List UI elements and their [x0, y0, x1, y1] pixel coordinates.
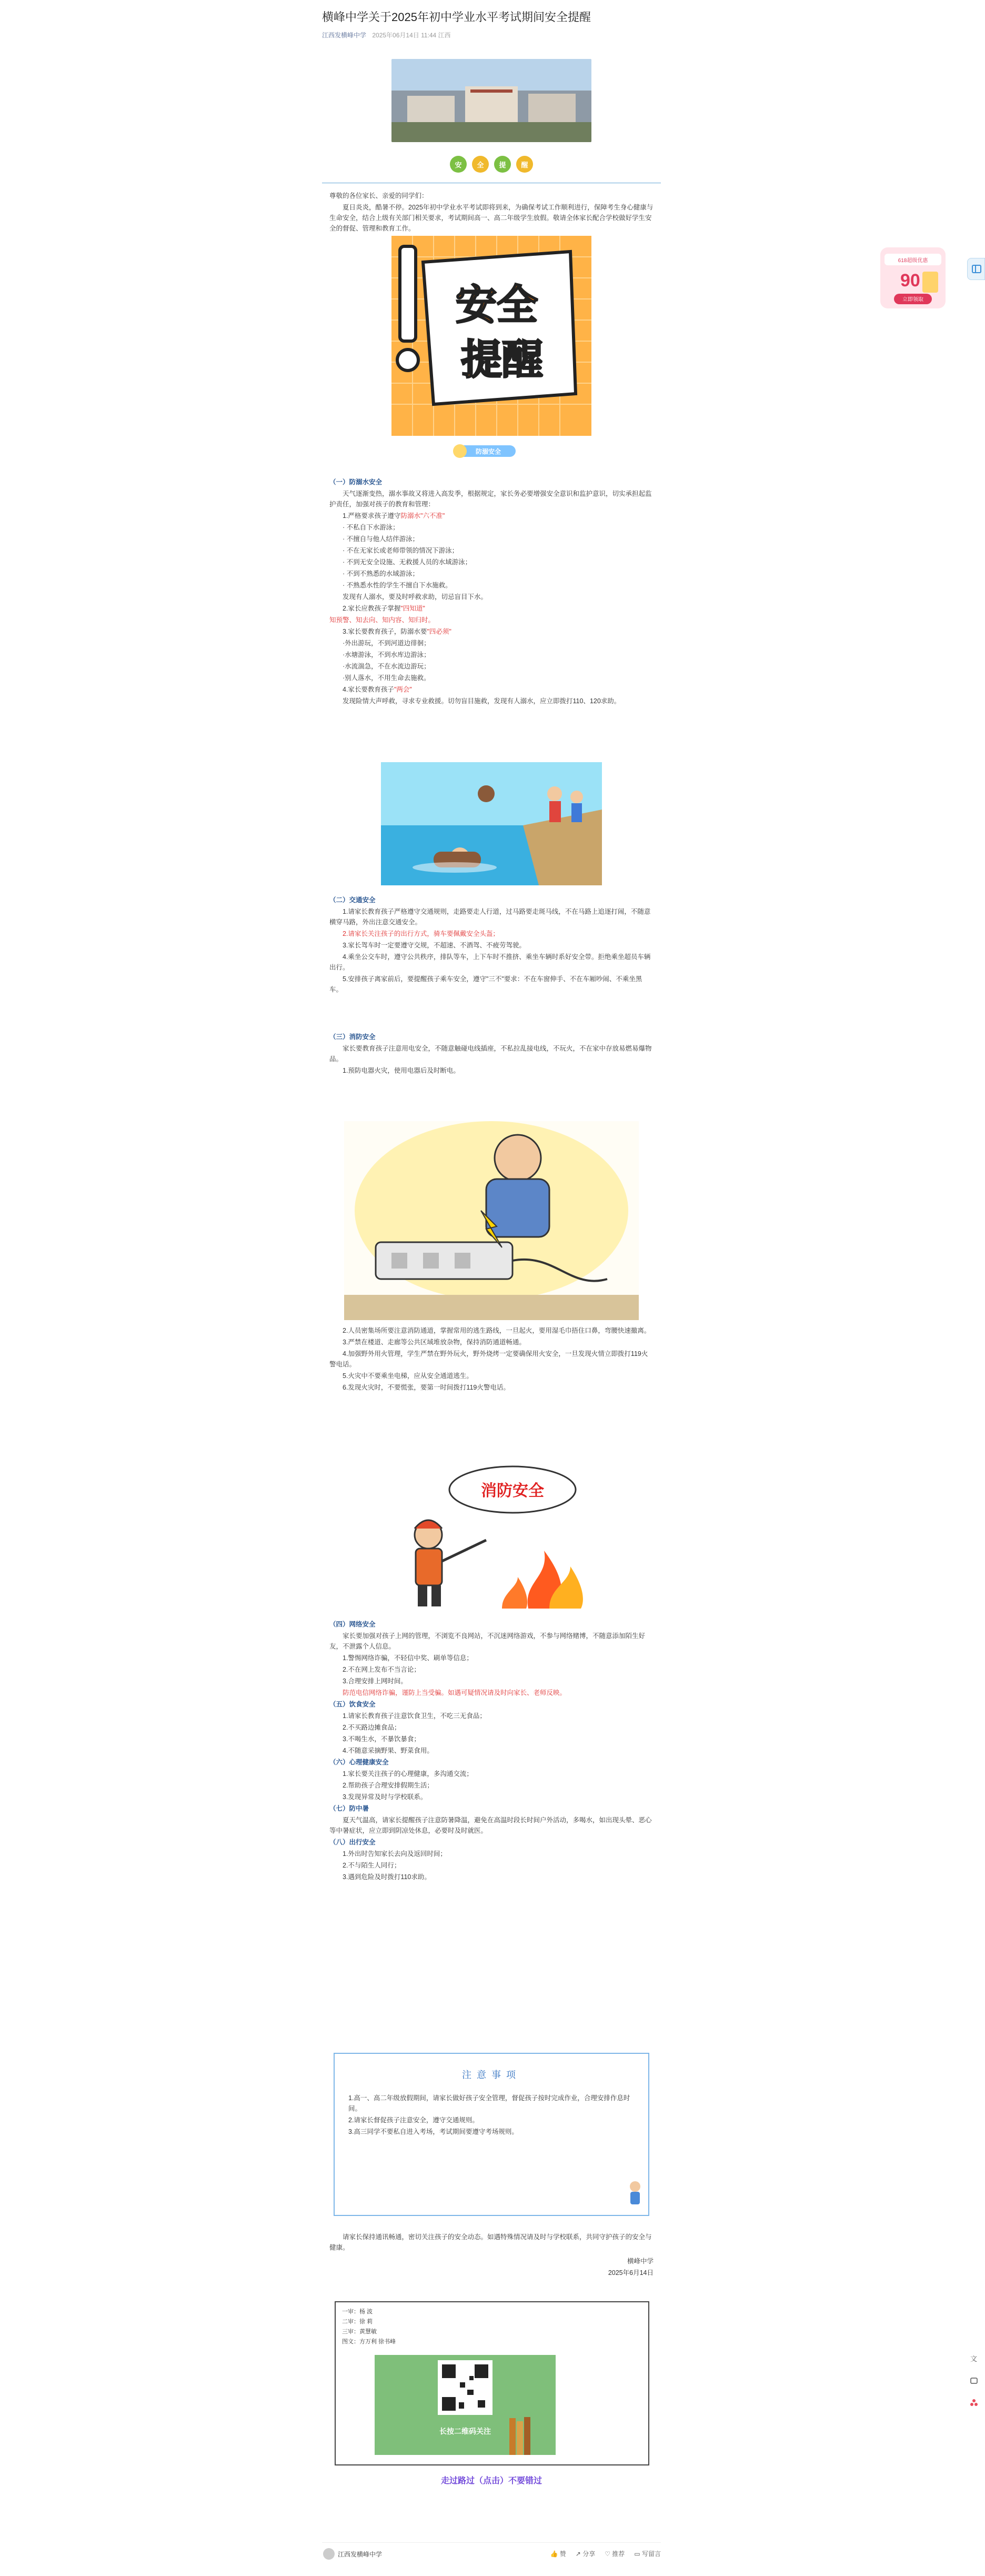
- s1-item2-text: 2.家长应教孩子掌握: [343, 605, 401, 612]
- s1-item1c: 发现有人溺水，要及时呼救求助，切忌盲目下水。: [343, 593, 488, 601]
- s4-p1: 家长要加强对孩子上网的管理，不浏览不良网站，不沉迷网络游戏，不参与网络赌博，不随意添加陌生好友，不泄露个人信息。: [329, 1632, 646, 1650]
- s2-title: （二）交通安全: [329, 896, 376, 904]
- account-link[interactable]: 江西发横峰中学: [322, 32, 367, 39]
- s3-p6: 5.火灾中不要乘坐电梯，应从安全通道逃生。: [343, 1372, 473, 1380]
- intro-paragraph: 夏日炎炎，酷暑不停。2025年初中学业水平考试即将到来，为确保考试工作顺利进行，保障考生身心健康与生命安全，结合上级有关部门相关要求，考试期间高一、高二年级学生放假。敬请全体家长配合学校做好学生安全的督促、管理和教育工作。: [329, 204, 654, 232]
- dot-4: 醒: [516, 156, 533, 173]
- divider: [322, 182, 661, 184]
- poster-caption-badge: [447, 441, 526, 460]
- intro-text: [329, 191, 654, 235]
- s8-item-1: 1.外出时告知家长去向及返回时间；: [343, 1850, 447, 1858]
- s1-item2-highlight: "四知道": [400, 605, 425, 612]
- s3-p2: 1.预防电器火灾，使用电器后及时断电。: [343, 1067, 460, 1074]
- s4-warning: 防范电信网络诈骗，谨防上当受骗。如遇可疑情况请及时向家长、老师反映。: [343, 1689, 567, 1696]
- s1-item4c: 发现险情大声呼救，寻求专业救援。切勿盲目施救，发现有人溺水，应立即拨打110、120求助。: [343, 697, 621, 705]
- qr-caption: 长按二维码关注: [439, 2428, 491, 2436]
- s4-p4: 3.合理安排上网时间。: [343, 1678, 407, 1685]
- share-button[interactable]: ↗ 分享: [575, 2550, 596, 2558]
- recommend-button[interactable]: ♡ 推荐: [605, 2550, 625, 2558]
- s1-six-1: · 不私自下水游泳；: [343, 524, 399, 531]
- slogan[interactable]: 走过路过（点击）不要错过: [440, 2475, 542, 2485]
- s1-item1: [329, 511, 654, 521]
- section-fire: [329, 1032, 654, 1077]
- s7-paragraph: 夏天气温高，请家长提醒孩子注意防暑降温，避免在高温时段长时间户外活动，多喝水，如出现头晕、恶心等中暑症状，应立即到阴凉处休息，必要时及时就医。: [329, 1816, 652, 1834]
- credits-card: [335, 2301, 649, 2465]
- credits-list: [342, 2308, 500, 2348]
- dot-1: 安: [450, 156, 467, 173]
- s1-item4-text: 4.家长要教育孩子: [343, 686, 394, 693]
- credit-row-1: 一审：杨 波: [342, 2309, 373, 2315]
- poster-caption: 防溺安全: [475, 448, 501, 455]
- s2-item-3: 3.家长驾车时一定要遵守交规，不超速、不酒驾、不疲劳驾驶。: [343, 942, 526, 949]
- s4-p3: 2.不在网上发布不当言论；: [343, 1666, 420, 1673]
- s6-title: （六）心理健康安全: [329, 1759, 389, 1766]
- section-traffic: [329, 895, 654, 996]
- school-photo: [391, 59, 591, 142]
- drowning-illustration: [381, 762, 602, 885]
- promo-badge[interactable]: [876, 242, 950, 316]
- s1-four-2: ·水塘游泳，不到水库边游泳；: [343, 651, 430, 658]
- s8-title: （八）出行安全: [329, 1839, 376, 1846]
- signature: 横峰中学: [627, 2258, 654, 2265]
- s1-intro: 天气逐渐变热，溺水事故又将进入高发季，根据规定，家长务必要增强安全意识和监护意识，切实承担起监护责任，加强对孩子的教育和管理：: [329, 490, 652, 508]
- colorful-dots-icon[interactable]: [968, 2397, 980, 2409]
- closing-paragraph: 请家长保持通讯畅通，密切关注孩子的安全动态。如遇特殊情况请及时与学校联系，共同守护孩子的安全与健康。: [329, 2233, 652, 2251]
- poster-line2: 提醒: [460, 336, 544, 384]
- s1-item2c: 知预警、知去向、知内容、知归时。: [329, 616, 435, 624]
- s1-item3: [329, 626, 654, 637]
- s7-title: （七）防中暑: [329, 1805, 369, 1812]
- s1-item4: [329, 684, 654, 695]
- s1-six-6: · 不熟悉水性的学生不擅自下水施救。: [343, 582, 452, 589]
- like-button[interactable]: 👍 赞: [550, 2550, 566, 2558]
- credit-row-3: 三审：黄慧敏: [342, 2329, 377, 2335]
- notice-item-3: 3.高三同学不要私自进入考场，考试期间要遵守考场规则。: [348, 2128, 518, 2135]
- s3-p5: 4.加强野外用火管理，学生严禁在野外玩火，野外烧烤一定要确保用火安全，一旦发现火情立即拨打119火警电话。: [329, 1350, 648, 1368]
- article-meta: [322, 31, 451, 39]
- s5-item-2: 2.不买路边摊食品；: [343, 1724, 401, 1731]
- promo-pct: 90: [900, 271, 920, 291]
- s1-six-4: · 不到无安全设施、无救援人员的水域游泳；: [343, 558, 472, 566]
- s8-item-3: 3.遇到危险及时拨打110求助。: [343, 1873, 431, 1881]
- s4-p2: 1.警惕网络诈骗，不轻信中奖、刷单等信息；: [343, 1654, 473, 1662]
- footer-account[interactable]: [323, 2548, 382, 2560]
- s1-six-3: · 不在无家长或老师带领的情况下游泳；: [343, 547, 459, 554]
- notice-items: [348, 2093, 632, 2138]
- cartoon-kid-icon: [627, 2180, 643, 2210]
- notice-box: [334, 2053, 649, 2216]
- footer-account-name: 江西发横峰中学: [338, 2550, 383, 2558]
- like-label: 赞: [559, 2550, 566, 2558]
- publish-datetime: 2025年06月14日 11:44 江西: [372, 32, 451, 39]
- s1-four-4: ·别人落水，不用生命去施救。: [343, 674, 430, 682]
- s2-item-1: 1.请家长教育孩子严格遵守交通规则，走路要走人行道，过马路要走斑马线，不在马路上追逐打闹，不随意横穿马路，外出注意交通安全。: [329, 908, 651, 926]
- s5-item-3: 3.不喝生水，不暴饮暴食；: [343, 1735, 420, 1743]
- credit-row-4: 图文：方万利 徐书峰: [342, 2339, 396, 2345]
- fire-safety-illustration: [391, 1461, 591, 1614]
- section-drowning: [329, 477, 654, 707]
- avatar: [323, 2548, 335, 2560]
- s3-p3: 2.人员密集场所要注意消防通道，掌握常用的逃生路线，一旦起火，要用湿毛巾捂住口鼻，弯腰快速撤离。: [343, 1327, 651, 1334]
- side-tab[interactable]: [967, 258, 985, 280]
- dot-3: 提: [494, 156, 511, 173]
- s1-six-2: · 不擅自与他人结伴游泳；: [343, 535, 419, 543]
- s1-title: （一）防溺水安全: [329, 478, 383, 486]
- s4-title: （四）网络安全: [329, 1621, 376, 1628]
- s1-four-1: ·外出游玩，不到河道边徘徊；: [343, 640, 430, 647]
- s8-item-2: 2.不与陌生人同行；: [343, 1862, 401, 1869]
- s1-item4-highlight: "两会": [394, 686, 412, 693]
- svg-text:文: 文: [970, 2355, 978, 2363]
- s2-item-2: 2.请家长关注孩子的出行方式，骑车要佩戴安全头盔；: [343, 930, 499, 937]
- s5-item-1: 1.请家长教育孩子注意饮食卫生，不吃三无食品；: [343, 1712, 486, 1720]
- safety-reminder-poster: [391, 236, 591, 436]
- s2-item-4: 4.乘坐公交车时，遵守公共秩序，排队等车，上下车时不推挤、乘坐车辆时系好安全带。拒绝乘坐超员车辆出行。: [329, 953, 651, 971]
- s6-item-1: 1.家长要关注孩子的心理健康，多沟通交流；: [343, 1770, 473, 1778]
- sidebar-icon: [968, 258, 985, 281]
- svg-text:618超级优惠: 618超级优惠: [898, 258, 928, 264]
- dot-2: 全: [472, 156, 489, 173]
- s1-item2: [329, 603, 654, 614]
- notice-item-1: 1.高一、高二年级放假期间，请家长做好孩子安全管理，督促孩子按时完成作业，合理安排作息时间。: [348, 2094, 630, 2112]
- s1-item3-text: 3.家长要教育孩子，防溺水要: [343, 628, 427, 635]
- footer-actions: [550, 2549, 661, 2558]
- s3-p1: 家长要教育孩子注意用电安全，不随意触碰电线插座，不私拉乱接电线，不玩火，不在家中存放易燃易爆物品。: [329, 1045, 652, 1063]
- poster-line1: 安全: [455, 282, 538, 329]
- comment-button[interactable]: ▭ 写留言: [634, 2550, 661, 2558]
- s5-item-4: 4.不随意采摘野果、野菜食用。: [343, 1747, 434, 1754]
- translate-icon[interactable]: [968, 2353, 980, 2364]
- share-label: 分享: [582, 2550, 596, 2558]
- s3-title: （三）消防安全: [329, 1033, 376, 1041]
- closing-section: [329, 2232, 654, 2279]
- s1-item1-text: 1.严格要求孩子遵守: [343, 512, 401, 520]
- notice-item-2: 2.请家长督促孩子注意安全，遵守交通规则。: [348, 2116, 479, 2124]
- qr-board: [375, 2355, 556, 2455]
- s6-item-2: 2.帮助孩子合理安排假期生活；: [343, 1782, 434, 1789]
- s6-item-3: 3.发现异常及时与学校联系。: [343, 1793, 427, 1801]
- section-network: [329, 1619, 654, 1883]
- section-fire-cont: [329, 1325, 654, 1394]
- comment-label: 写留言: [641, 2550, 661, 2558]
- greeting: 尊敬的各位家长、亲爱的同学们：: [329, 192, 428, 199]
- s1-four-3: ·水流湍急，不在水流边游玩；: [343, 663, 430, 670]
- footer-bar: [322, 2542, 661, 2563]
- fire-poster-label: 消防安全: [481, 1482, 544, 1500]
- electric-safety-illustration: [344, 1121, 639, 1320]
- article-title: 横峰中学关于2025年初中学业水平考试期间安全提醒: [322, 11, 591, 24]
- credit-row-2: 二审：徐 莉: [342, 2319, 373, 2325]
- s1-item1-highlight: 防溺水"六不准": [400, 512, 445, 520]
- s2-item-5: 5.安排孩子离家前后，要提醒孩子乘车安全，遵守"三不"要求：不在车窗伸手、不在车厢吵闹、不乘坐黑车。: [329, 975, 642, 993]
- sign-date: 2025年6月14日: [608, 2269, 654, 2277]
- s3-p4: 3.严禁在楼道、走廊等公共区域堆放杂物，保持消防通道畅通。: [343, 1339, 526, 1346]
- title-dots: [322, 156, 661, 173]
- listen-icon[interactable]: [968, 2375, 980, 2387]
- promo-graphic: [876, 242, 950, 316]
- promo-label: 立即领取: [902, 297, 923, 303]
- s1-item3-highlight: "四必须": [427, 628, 451, 635]
- s3-p7: 6.发现火灾时，不要慌张，要第一时间拨打119火警电话。: [343, 1384, 510, 1391]
- s1-six-5: · 不到不熟悉的水域游泳；: [343, 570, 419, 577]
- notice-title: 注意事项: [462, 2070, 521, 2080]
- recommend-label: 推荐: [612, 2550, 625, 2558]
- s5-title: （五）饮食安全: [329, 1701, 376, 1708]
